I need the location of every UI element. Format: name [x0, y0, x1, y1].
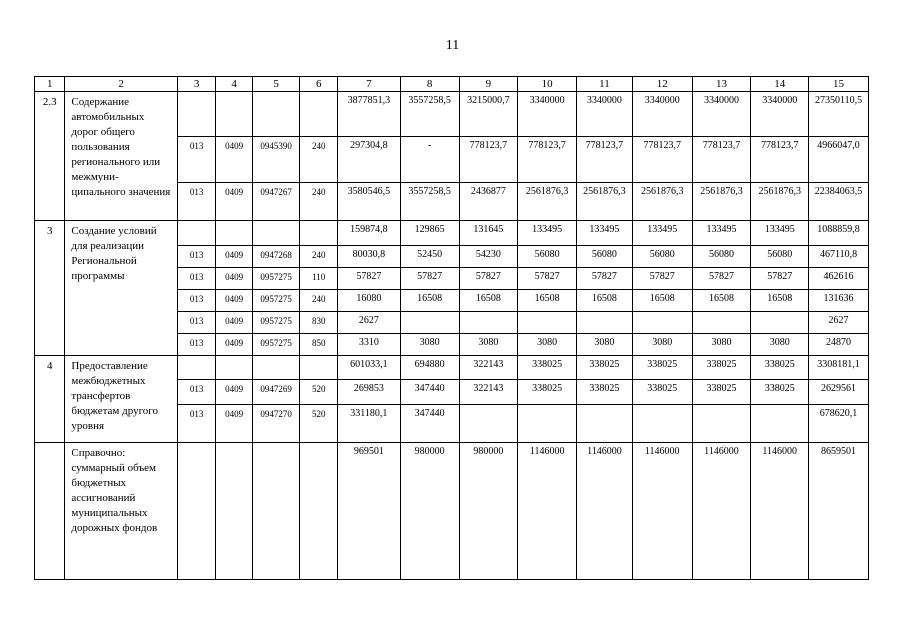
code-cell: 013 — [177, 290, 216, 312]
code-cell — [177, 443, 216, 580]
value-cell: 331180,1 — [337, 405, 400, 443]
value-cell: 2629561 — [809, 380, 869, 405]
code-cell: 0957275 — [252, 312, 300, 334]
code-cell: 0409 — [216, 246, 252, 268]
value-cell: 694880 — [400, 356, 459, 380]
value-cell: 322143 — [459, 356, 518, 380]
column-header: 3 — [177, 77, 216, 92]
value-cell: 1146000 — [577, 443, 633, 580]
code-cell: 520 — [300, 380, 337, 405]
code-cell: 0947270 — [252, 405, 300, 443]
value-cell: 2561876,3 — [632, 183, 692, 221]
value-cell: 16508 — [459, 290, 518, 312]
table-row — [35, 443, 869, 580]
value-cell: 980000 — [459, 443, 518, 580]
section-number: 3 — [35, 221, 65, 356]
value-cell: 4966047,0 — [809, 137, 869, 183]
value-cell: 1146000 — [751, 443, 809, 580]
value-cell: 3080 — [751, 334, 809, 356]
value-cell: 133495 — [632, 221, 692, 246]
code-cell: 0409 — [216, 268, 252, 290]
section-number: 4 — [35, 356, 65, 443]
value-cell — [632, 405, 692, 443]
value-cell: 778123,7 — [692, 137, 751, 183]
value-cell: 3215000,7 — [459, 92, 518, 137]
value-cell: 2436877 — [459, 183, 518, 221]
section-number: 2.3 — [35, 92, 65, 221]
code-cell: 0409 — [216, 290, 252, 312]
value-cell: 159874,8 — [337, 221, 400, 246]
code-cell: 013 — [177, 312, 216, 334]
budget-table — [34, 76, 869, 580]
column-header: 11 — [577, 77, 633, 92]
value-cell: 467110,8 — [809, 246, 869, 268]
value-cell: 57827 — [751, 268, 809, 290]
value-cell: 3080 — [577, 334, 633, 356]
value-cell: 16508 — [751, 290, 809, 312]
column-header: 12 — [632, 77, 692, 92]
value-cell: 338025 — [577, 356, 633, 380]
code-cell: 013 — [177, 137, 216, 183]
value-cell: 3080 — [459, 334, 518, 356]
code-cell: 240 — [300, 183, 337, 221]
value-cell: 2627 — [337, 312, 400, 334]
value-cell — [692, 312, 751, 334]
code-cell — [252, 221, 300, 246]
value-cell: 2561876,3 — [692, 183, 751, 221]
value-cell: 133495 — [751, 221, 809, 246]
value-cell: 3340000 — [577, 92, 633, 137]
value-cell: 57827 — [400, 268, 459, 290]
value-cell: 2561876,3 — [577, 183, 633, 221]
value-cell: 338025 — [751, 380, 809, 405]
code-cell: 0957275 — [252, 290, 300, 312]
value-cell: - — [400, 137, 459, 183]
value-cell — [577, 312, 633, 334]
value-cell: 56080 — [632, 246, 692, 268]
code-cell — [300, 356, 337, 380]
value-cell: 778123,7 — [459, 137, 518, 183]
value-cell: 2627 — [809, 312, 869, 334]
value-cell: 56080 — [692, 246, 751, 268]
value-cell: 131636 — [809, 290, 869, 312]
code-cell: 0409 — [216, 405, 252, 443]
page-number: 11 — [445, 38, 460, 53]
value-cell: 3557258,5 — [400, 183, 459, 221]
section-name: Содержание автомобильных дорог общего пользования регионального или межмуни-ципального значения — [65, 92, 177, 221]
value-cell: 16508 — [577, 290, 633, 312]
code-cell: 0947269 — [252, 380, 300, 405]
code-cell: 013 — [177, 246, 216, 268]
value-cell — [577, 405, 633, 443]
value-cell: 3340000 — [632, 92, 692, 137]
value-cell: 3080 — [692, 334, 751, 356]
value-cell — [459, 312, 518, 334]
code-cell: 850 — [300, 334, 337, 356]
value-cell: 601033,1 — [337, 356, 400, 380]
code-cell: 240 — [300, 137, 337, 183]
value-cell: 57827 — [337, 268, 400, 290]
code-cell — [216, 92, 252, 137]
column-header: 14 — [751, 77, 809, 92]
code-cell: 0409 — [216, 312, 252, 334]
code-cell — [300, 92, 337, 137]
value-cell: 2561876,3 — [751, 183, 809, 221]
value-cell: 3340000 — [518, 92, 577, 137]
value-cell: 133495 — [518, 221, 577, 246]
value-cell — [751, 405, 809, 443]
code-cell: 0947268 — [252, 246, 300, 268]
code-cell — [216, 356, 252, 380]
value-cell — [751, 312, 809, 334]
value-cell: 269853 — [337, 380, 400, 405]
value-cell: 778123,7 — [632, 137, 692, 183]
value-cell: 8659501 — [809, 443, 869, 580]
code-cell — [252, 92, 300, 137]
value-cell: 3557258,5 — [400, 92, 459, 137]
code-cell — [216, 221, 252, 246]
value-cell: 57827 — [692, 268, 751, 290]
code-cell: 013 — [177, 183, 216, 221]
value-cell — [692, 405, 751, 443]
code-cell: 013 — [177, 334, 216, 356]
value-cell: 1146000 — [518, 443, 577, 580]
column-header: 9 — [459, 77, 518, 92]
value-cell: 778123,7 — [518, 137, 577, 183]
code-cell: 013 — [177, 268, 216, 290]
value-cell: 3080 — [518, 334, 577, 356]
value-cell: 338025 — [577, 380, 633, 405]
value-cell: 3310 — [337, 334, 400, 356]
value-cell: 57827 — [518, 268, 577, 290]
code-cell: 0957275 — [252, 334, 300, 356]
column-header: 6 — [300, 77, 337, 92]
value-cell: 347440 — [400, 380, 459, 405]
value-cell: 56080 — [751, 246, 809, 268]
value-cell: 3080 — [400, 334, 459, 356]
value-cell: 16508 — [400, 290, 459, 312]
value-cell: 338025 — [692, 356, 751, 380]
value-cell: 338025 — [518, 356, 577, 380]
value-cell: 3877851,3 — [337, 92, 400, 137]
header-row — [35, 77, 869, 92]
value-cell: 338025 — [518, 380, 577, 405]
code-cell: 0409 — [216, 137, 252, 183]
value-cell: 57827 — [632, 268, 692, 290]
code-cell: 0409 — [216, 334, 252, 356]
value-cell: 54230 — [459, 246, 518, 268]
code-cell: 110 — [300, 268, 337, 290]
column-header: 10 — [518, 77, 577, 92]
table-row — [35, 221, 869, 246]
column-header: 5 — [252, 77, 300, 92]
code-cell: 0945390 — [252, 137, 300, 183]
value-cell: 133495 — [692, 221, 751, 246]
code-cell: 240 — [300, 246, 337, 268]
value-cell: 27350110,5 — [809, 92, 869, 137]
value-cell: 16080 — [337, 290, 400, 312]
section-number — [35, 443, 65, 580]
value-cell: 52450 — [400, 246, 459, 268]
code-cell: 013 — [177, 380, 216, 405]
value-cell: 57827 — [459, 268, 518, 290]
code-cell: 013 — [177, 405, 216, 443]
value-cell: 297304,8 — [337, 137, 400, 183]
value-cell — [459, 405, 518, 443]
code-cell — [300, 443, 337, 580]
table-body — [35, 77, 869, 580]
value-cell: 57827 — [577, 268, 633, 290]
column-header: 15 — [809, 77, 869, 92]
code-cell: 0947267 — [252, 183, 300, 221]
code-cell: 0957275 — [252, 268, 300, 290]
value-cell: 16508 — [518, 290, 577, 312]
column-header: 7 — [337, 77, 400, 92]
value-cell: 131645 — [459, 221, 518, 246]
code-cell — [216, 443, 252, 580]
table-row — [35, 356, 869, 380]
value-cell: 3580546,5 — [337, 183, 400, 221]
value-cell: 1146000 — [692, 443, 751, 580]
value-cell: 16508 — [632, 290, 692, 312]
code-cell: 0409 — [216, 183, 252, 221]
value-cell: 778123,7 — [577, 137, 633, 183]
code-cell: 240 — [300, 290, 337, 312]
code-cell: 520 — [300, 405, 337, 443]
value-cell: 338025 — [751, 356, 809, 380]
value-cell: 129865 — [400, 221, 459, 246]
code-cell — [177, 356, 216, 380]
column-header: 1 — [35, 77, 65, 92]
value-cell — [400, 312, 459, 334]
code-cell — [300, 221, 337, 246]
value-cell: 56080 — [577, 246, 633, 268]
value-cell — [518, 312, 577, 334]
section-name: Создание условий для реализации Региональной программы — [65, 221, 177, 356]
value-cell: 2561876,3 — [518, 183, 577, 221]
value-cell: 3308181,1 — [809, 356, 869, 380]
value-cell: 1088859,8 — [809, 221, 869, 246]
value-cell: 24870 — [809, 334, 869, 356]
value-cell: 3340000 — [751, 92, 809, 137]
value-cell — [518, 405, 577, 443]
value-cell — [632, 312, 692, 334]
code-cell — [177, 92, 216, 137]
value-cell: 3340000 — [692, 92, 751, 137]
code-cell — [177, 221, 216, 246]
code-cell: 0409 — [216, 380, 252, 405]
code-cell — [252, 356, 300, 380]
value-cell: 969501 — [337, 443, 400, 580]
value-cell: 338025 — [692, 380, 751, 405]
value-cell: 16508 — [692, 290, 751, 312]
value-cell: 980000 — [400, 443, 459, 580]
table-row — [35, 92, 869, 137]
column-header: 2 — [65, 77, 177, 92]
value-cell: 347440 — [400, 405, 459, 443]
value-cell: 133495 — [577, 221, 633, 246]
section-name: Предоставление межбюджетных трансфертов бюджетам другого уровня — [65, 356, 177, 443]
value-cell: 338025 — [632, 380, 692, 405]
column-header: 8 — [400, 77, 459, 92]
value-cell: 56080 — [518, 246, 577, 268]
code-cell — [252, 443, 300, 580]
column-header: 13 — [692, 77, 751, 92]
value-cell: 778123,7 — [751, 137, 809, 183]
value-cell: 80030,8 — [337, 246, 400, 268]
value-cell: 22384063,5 — [809, 183, 869, 221]
value-cell: 1146000 — [632, 443, 692, 580]
section-name: Справочно: суммарный объем бюджетных ассигнований муниципальных дорожных фондов — [65, 443, 177, 580]
value-cell: 462616 — [809, 268, 869, 290]
value-cell: 678620,1 — [809, 405, 869, 443]
value-cell: 3080 — [632, 334, 692, 356]
value-cell: 322143 — [459, 380, 518, 405]
code-cell: 830 — [300, 312, 337, 334]
value-cell: 338025 — [632, 356, 692, 380]
column-header: 4 — [216, 77, 252, 92]
